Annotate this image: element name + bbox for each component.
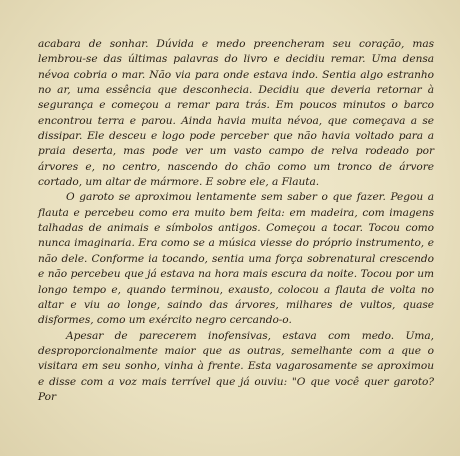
paragraph-1: acabara de sonhar. Dúvida e medo preencheram seu coração, mas lembrou-se das últimas palavras do livro e decidiu remar. Uma densa névoa cobria o mar. Não via para onde estava indo. Sentia algo estranho no ar, uma essência que desconhecia. Decidiu que deveria retornar à segurança e começou a remar para trás. Em poucos minutos o barco encontrou terra e parou. Ainda havia muita névoa, que começava a se dissipar. Ele desceu e logo pode perceber que não havia voltado para a praia deserta, mas pode ver um vasto campo de relva rodeado por árvores e, no centro, nascendo do chão como um tronco de árvore cortado, um altar de mármore. E sobre ele, a Flauta. bbox=[38, 38, 434, 189]
page-text bbox=[38, 37, 434, 405]
paragraph-2: O garoto se aproximou lentamente sem saber o que fazer. Pegou a flauta e percebeu como era muito bem feita: em madeira, com imagens talhadas de animais e símbolos antigos. Começou a tocar. Tocou como nunca imaginaria. Era como se a música viesse do próprio instrumento, e não dele. Conforme ia tocando, sentia uma força sobrenatural crescendo e não percebeu que já estava na hora mais escura da noite. Tocou por um longo tempo e, quando terminou, exausto, colocou a flauta de volta no altar e viu ao longe, saindo das árvores, milhares de vultos, quase disformes, como um exército negro cercando-o. bbox=[38, 191, 434, 327]
paragraph-3: Apesar de parecerem inofensivas, estava com medo. Uma, desproporcionalmente maior que as outras, semelhante com a que o visitara em seu sonho, vinha à frente. Esta vagarosamente se aproximou e disse com a voz mais terrível que já ouviu: "O que você quer garoto? Por bbox=[38, 329, 434, 403]
